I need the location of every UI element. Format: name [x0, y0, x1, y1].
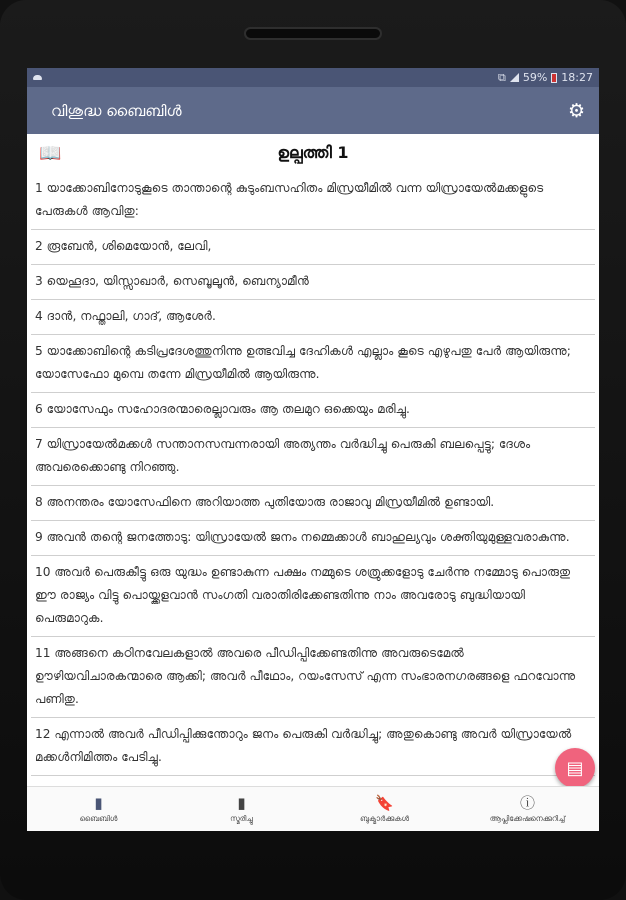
bookmark-icon: 🔖 [375, 794, 394, 812]
verse-item[interactable]: 7 യിസ്രായേൽമക്കൾ സന്താനസമ്പന്നരായി അത്യന്തം വർദ്ധിച്ചു പെരുകി ബലപ്പെട്ടു; ദേശം അവരെക്കൊണ്ടു നിറഞ്ഞു. [31, 428, 595, 486]
nav-item-about[interactable] [456, 787, 599, 831]
bible-icon: ▮ [94, 794, 103, 812]
verse-item[interactable]: 1 യാക്കോബിനോടുകൂടെ താന്താന്റെ കുടുംബസഹിതം മിസ്രയീമിൽ വന്ന യിസ്രായേൽമക്കളുടെ പേരുകൾ ആവിതു: [31, 172, 595, 230]
nav-item-reading[interactable] [170, 787, 313, 831]
nav-label-about: ആപ്ലിക്കേഷനെക്കുറിച്ച് [489, 814, 566, 823]
clock: 18:27 [561, 71, 593, 84]
verse-item[interactable]: 8 അനന്തരം യോസേഫിനെ അറിയാത്ത പുതിയോരു രാജാവു മിസ്രയീമിൽ ഉണ്ടായി. [31, 486, 595, 521]
nav-label-reading: സ്മരിച്ചു [230, 814, 253, 823]
battery-percent: 59% [522, 71, 548, 84]
chapter-title: ഉല്പത്തി 1 [277, 143, 349, 162]
bottom-navigation [27, 786, 599, 831]
gear-icon[interactable]: ⚙ [567, 99, 585, 122]
verse-item[interactable]: 6 യോസേഫും സഹോദരന്മാരെല്ലാവരും ആ തലമുറ ഒക്കെയും മരിച്ചു. [31, 393, 595, 428]
chapter-header [27, 134, 599, 172]
verse-item[interactable]: 4 ദാൻ, നഫ്താലി, ഗാദ്, ആശേർ. [31, 300, 595, 335]
verse-list[interactable] [27, 172, 599, 811]
verse-item[interactable]: 11 അങ്ങനെ കഠിനവേലകളാൽ അവരെ പീഡിപ്പിക്കേണ്ടതിന്നു അവരുടെമേൽ ഊഴിയവിചാരകന്മാരെ ആക്കി; അവർ പീഥോം, റയംസേസ് എന്ന സംഭാരനഗരങ്ങളെ ഫറവോന്നു പണിതു. [31, 637, 595, 718]
nav-item-bookmarks[interactable] [313, 787, 456, 831]
verse-item[interactable]: 10 അവർ പെരുകീട്ടു ഒരു യുദ്ധം ഉണ്ടാകുന്ന പക്ഷം നമ്മുടെ ശത്രുക്കളോടു ചേർന്നു നമ്മോടു പൊരുതു ഈ രാജ്യം വിട്ടു പൊയ്ക്കളവാൻ സംഗതി വരാതിരിക്കേണ്ടതിന്നു നാം അവരോടു ബുദ്ധിയായി പെരുമാറുക. [31, 556, 595, 637]
battery-icon [551, 73, 557, 83]
verse-item[interactable]: 3 യെഹൂദാ, യിസ്സാഖാർ, സെബൂലൂൻ, ബെന്യാമീൻ [31, 265, 595, 300]
nav-item-bible[interactable] [27, 787, 170, 831]
verse-item[interactable]: 9 അവൻ തന്റെ ജനത്തോടു: യിസ്രായേൽ ജനം നമ്മെക്കാൾ ബാഹുല്യവും ശക്തിയുമുള്ളവരാകുന്നു. [31, 521, 595, 556]
vibrate-icon: ⧉ [497, 70, 506, 84]
nav-label-bible: ബൈബിൾ [79, 814, 118, 823]
verse-item[interactable]: 12 എന്നാൽ അവർ പീഡിപ്പിക്കുന്തോറും ജനം പെരുകി വർദ്ധിച്ചു; അതുകൊണ്ടു അവർ യിസ്രായേൽ മക്കൾനിമിത്തം പേടിച്ചു. [31, 718, 595, 776]
cloud-icon [33, 75, 42, 80]
status-bar [27, 68, 599, 87]
app-bar [27, 87, 599, 134]
verse-item[interactable]: 2 രൂബേൻ, ശിമെയോൻ, ലേവി, [31, 230, 595, 265]
signal-icon [510, 73, 519, 82]
screen [27, 68, 599, 831]
speaker-grille [244, 27, 382, 40]
notes-fab-button[interactable] [555, 748, 595, 788]
verse-item[interactable]: 5 യാക്കോബിന്റെ കടിപ്രദേശത്തുനിന്നു ഉത്ഭവിച്ച ദേഹികൾ എല്ലാം കൂടെ എഴുപതു പേർ ആയിരുന്നു; യോസേഫോ മുമ്പെ തന്നേ മിസ്രയീമിൽ ആയിരുന്നു. [31, 335, 595, 393]
book-icon: ▮ [237, 794, 246, 812]
info-icon: ⓘ [519, 794, 535, 812]
app-title: വിശുദ്ധ ബൈബിൾ [51, 101, 182, 120]
open-book-icon[interactable]: 📖 [39, 142, 62, 164]
note-icon: ▤ [566, 757, 584, 779]
nav-label-bookmarks: ബുക്മാർക്കുകൾ [359, 814, 410, 823]
